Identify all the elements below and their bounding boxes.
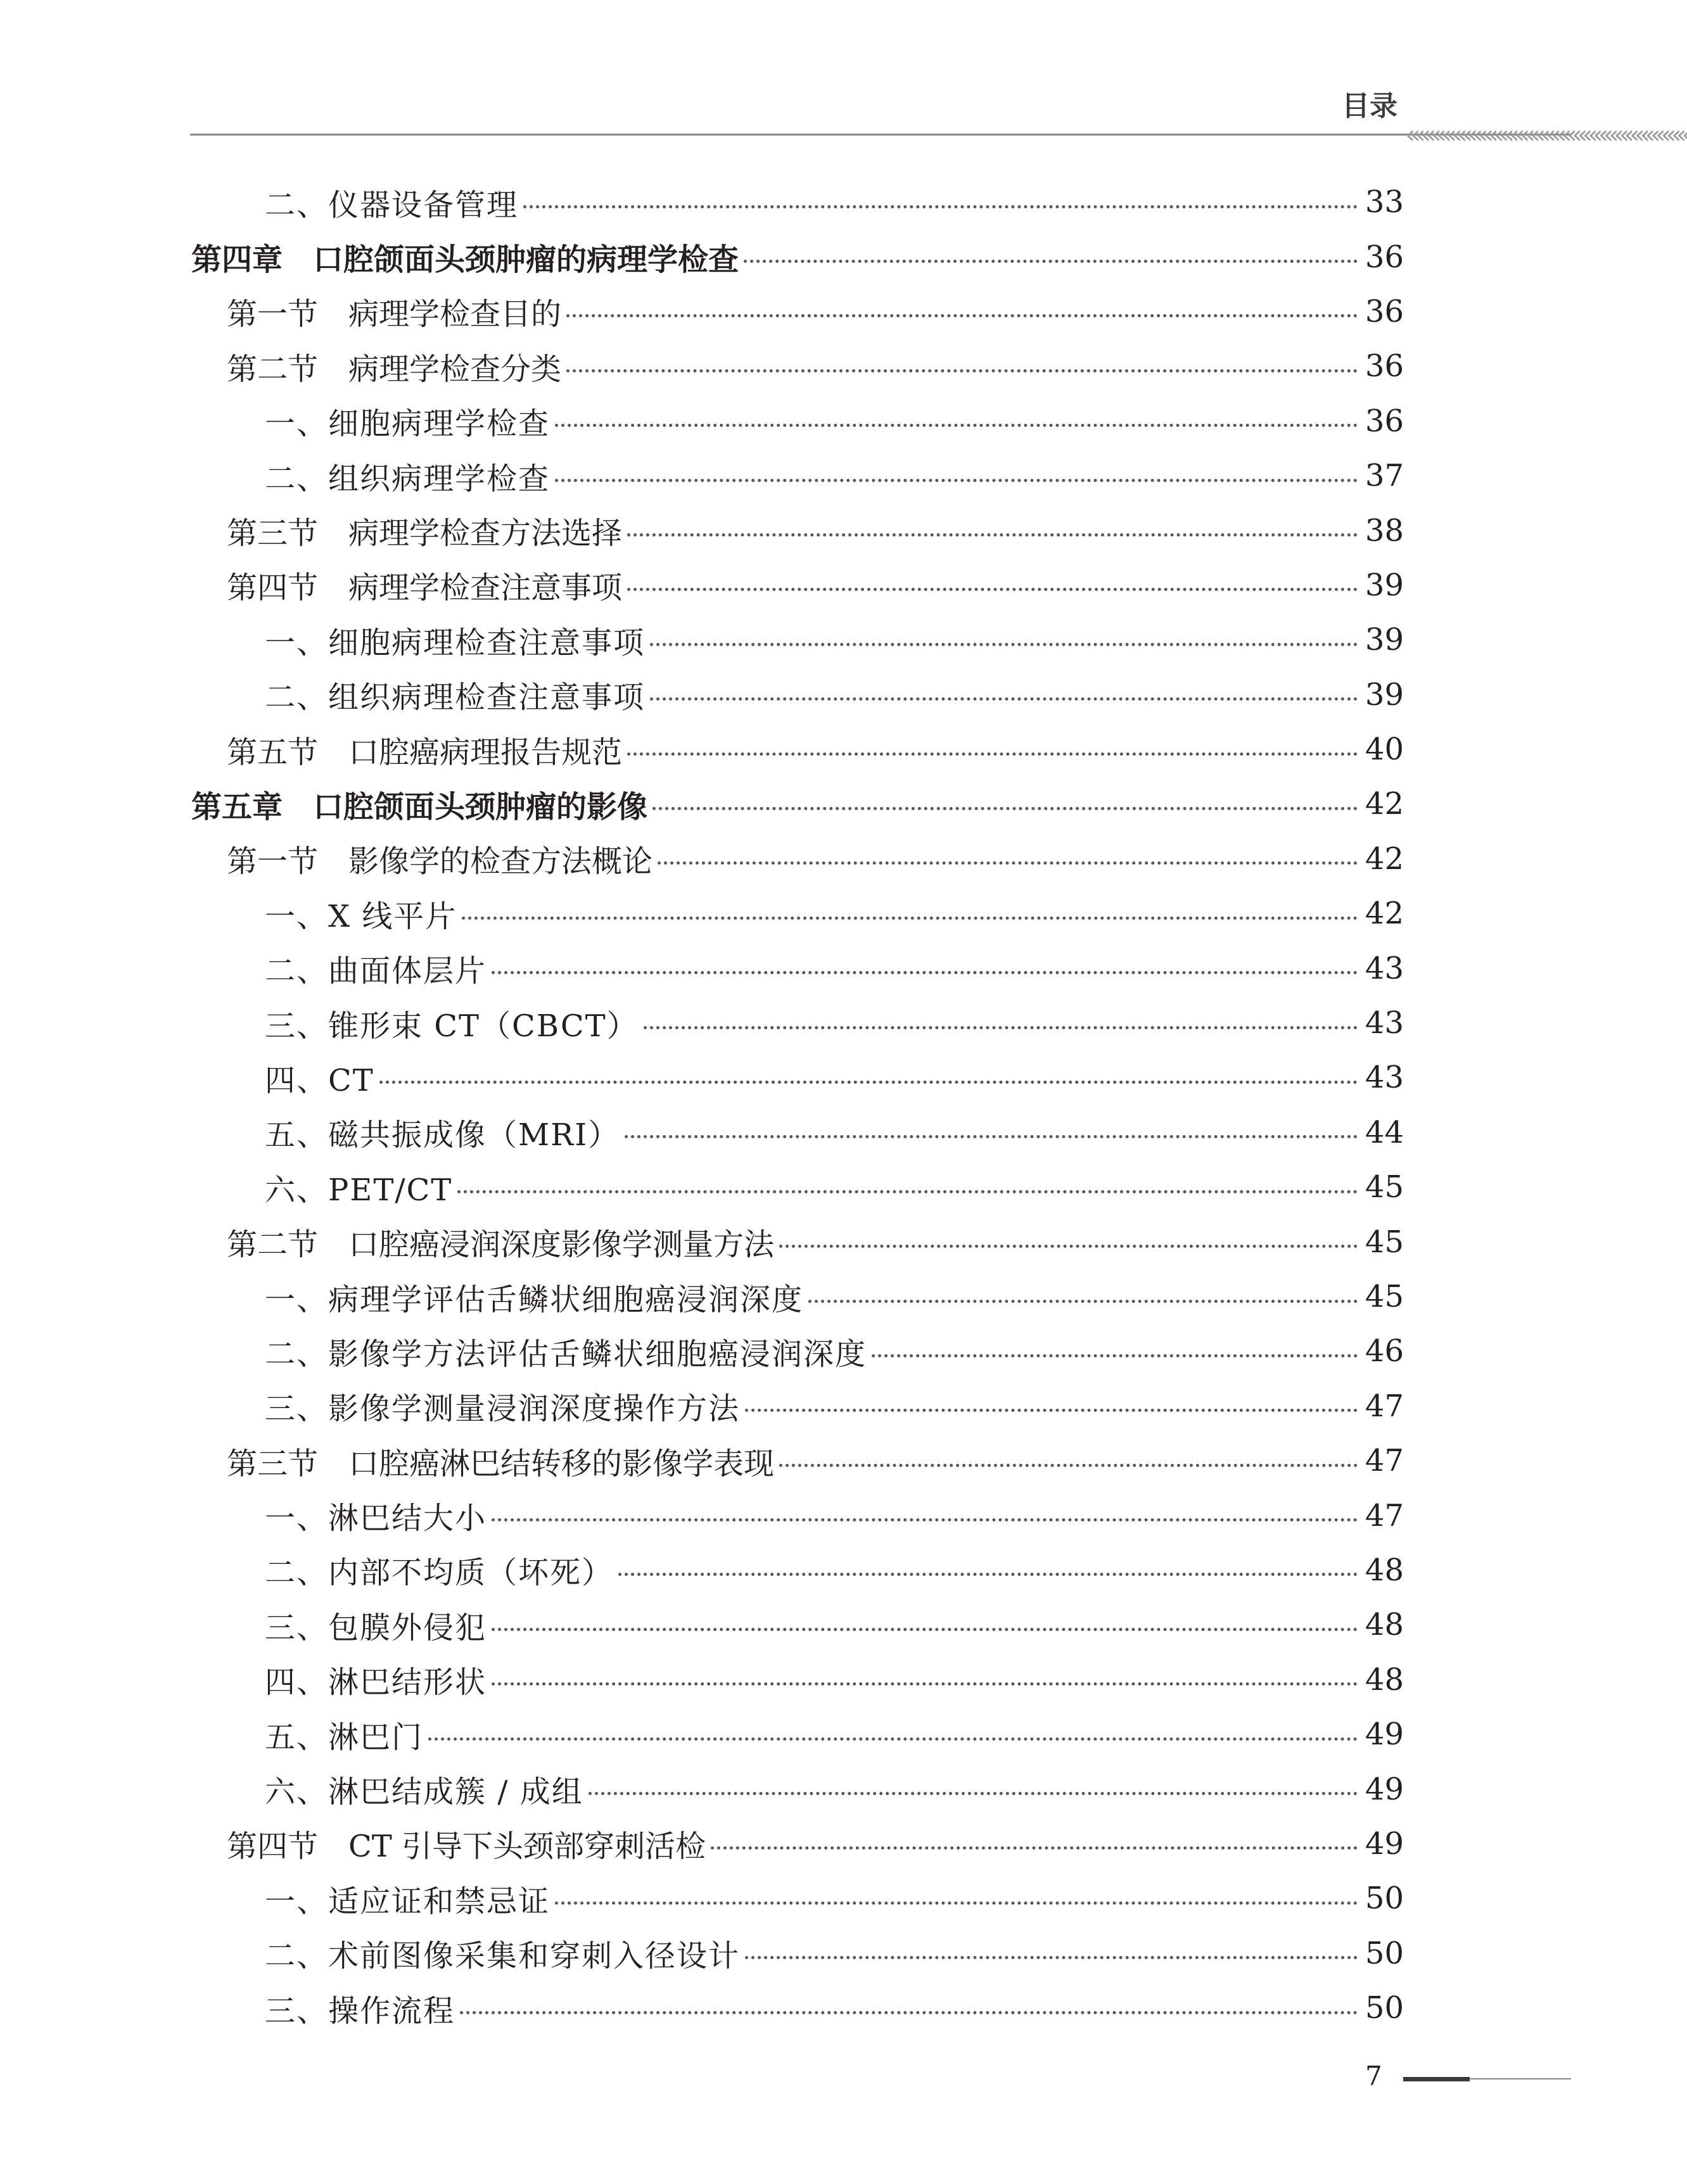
toc-entry-page: 47 xyxy=(1365,1388,1404,1424)
header-chevron-ornament: ««««««««««««««««««««««««««« xyxy=(1405,120,1687,149)
toc-entry-page: 39 xyxy=(1365,622,1404,658)
dot-leader xyxy=(744,260,1358,263)
dot-leader xyxy=(462,917,1357,920)
toc-entry-item[interactable] xyxy=(0,1762,1571,1816)
toc-entry-label: 一、适应证和禁忌证 xyxy=(265,1883,551,1919)
toc-entry-page: 45 xyxy=(1365,1224,1404,1260)
toc-entry-section[interactable] xyxy=(0,284,1571,339)
page-header-title: 目录 xyxy=(1342,90,1397,122)
toc-entry-item[interactable] xyxy=(0,1926,1571,1981)
toc-entry-label: 五、磁共振成像（MRI） xyxy=(265,1117,620,1153)
toc-entry-page: 33 xyxy=(1365,184,1404,220)
dot-leader xyxy=(492,1518,1358,1521)
dot-leader xyxy=(566,369,1358,372)
toc-entry-label: 第三节 病理学检查方法选择 xyxy=(227,516,623,552)
toc-entry-item[interactable] xyxy=(0,886,1571,941)
dot-leader xyxy=(808,1300,1358,1303)
dot-leader xyxy=(460,2011,1358,2014)
toc-entry-label: 第四节 病理学检查注意事项 xyxy=(227,570,623,606)
toc-entry-label: 一、细胞病理检查注意事项 xyxy=(265,625,646,661)
toc-entry-page: 50 xyxy=(1365,1881,1404,1917)
toc-entry-page: 45 xyxy=(1365,1169,1404,1205)
toc-entry-page: 36 xyxy=(1365,403,1404,439)
toc-entry-label: 第三节 口腔癌淋巴结转移的影像学表现 xyxy=(227,1445,775,1482)
toc-entry-label: 一、细胞病理学检查 xyxy=(265,406,551,442)
toc-entry-label: 一、病理学评估舌鳞状细胞癌浸润深度 xyxy=(265,1281,804,1317)
toc-entry-item[interactable] xyxy=(0,613,1571,667)
toc-entry-page: 42 xyxy=(1365,841,1404,877)
dot-leader xyxy=(566,314,1358,317)
toc-entry-section[interactable] xyxy=(0,1433,1571,1488)
toc-entry-label: 二、曲面体层片 xyxy=(265,953,487,989)
toc-entry-section[interactable] xyxy=(0,558,1571,613)
dot-leader xyxy=(589,1792,1358,1795)
toc-entry-item[interactable] xyxy=(0,1871,1571,1926)
toc-entry-item[interactable] xyxy=(0,1707,1571,1762)
toc-entry-item[interactable] xyxy=(0,394,1571,448)
dot-leader xyxy=(428,1737,1358,1741)
dot-leader xyxy=(555,1901,1358,1905)
toc-entry-page: 48 xyxy=(1365,1552,1404,1588)
toc-entry-page: 42 xyxy=(1365,786,1404,822)
toc-entry-label: 一、X 线平片 xyxy=(265,898,457,934)
toc-entry-label: 二、影像学方法评估舌鳞状细胞癌浸润深度 xyxy=(265,1336,867,1372)
toc-entry-section[interactable] xyxy=(0,832,1571,886)
dot-leader xyxy=(627,533,1358,536)
toc-entry-label: 第四章 口腔颌面头颈肿瘤的病理学检查 xyxy=(191,242,739,278)
toc-entry-item[interactable] xyxy=(0,1379,1571,1433)
dot-leader xyxy=(379,1081,1358,1084)
toc-entry-label: 二、组织病理学检查 xyxy=(265,460,551,497)
toc-entry-label: 二、内部不均质（坏死） xyxy=(265,1555,614,1591)
toc-entry-page: 36 xyxy=(1365,293,1404,329)
dot-leader xyxy=(644,1026,1358,1029)
toc-entry-item[interactable] xyxy=(0,1653,1571,1707)
toc-entry-item[interactable] xyxy=(0,1269,1571,1324)
dot-leader xyxy=(618,1573,1358,1576)
toc-entry-label: 第五章 口腔颌面头颈肿瘤的影像 xyxy=(191,789,648,825)
toc-entry-page: 50 xyxy=(1365,1935,1404,1971)
toc-entry-section[interactable] xyxy=(0,722,1571,777)
toc-entry-page: 39 xyxy=(1365,676,1404,713)
toc-entry-page: 43 xyxy=(1365,1060,1404,1096)
dot-leader xyxy=(555,479,1358,482)
toc-entry-item[interactable] xyxy=(0,1597,1571,1652)
dot-leader xyxy=(745,1956,1358,1959)
dot-leader xyxy=(653,807,1358,810)
toc-entry-label: 三、包膜外侵犯 xyxy=(265,1609,487,1646)
toc-entry-label: 第二节 口腔癌浸润深度影像学测量方法 xyxy=(227,1227,775,1263)
toc-entry-page: 38 xyxy=(1365,512,1404,549)
toc-entry-label: 第一节 病理学检查目的 xyxy=(227,296,562,333)
toc-entry-label: 四、CT xyxy=(265,1062,374,1098)
toc-entry-item[interactable] xyxy=(0,1050,1571,1105)
toc-entry-page: 36 xyxy=(1365,239,1404,275)
toc-entry-page: 50 xyxy=(1365,1990,1404,2026)
toc-entry-label: 四、淋巴结形状 xyxy=(265,1665,487,1701)
table-of-contents xyxy=(0,175,1571,2035)
toc-entry-section[interactable] xyxy=(0,503,1571,557)
toc-entry-page: 44 xyxy=(1365,1114,1404,1150)
dot-leader xyxy=(492,1682,1358,1686)
toc-entry-label: 六、PET/CT xyxy=(265,1172,453,1208)
toc-entry-chapter[interactable] xyxy=(0,229,1571,284)
toc-entry-section[interactable] xyxy=(0,339,1571,393)
toc-entry-page: 39 xyxy=(1365,567,1404,603)
toc-entry-page: 47 xyxy=(1365,1443,1404,1479)
dot-leader xyxy=(492,1628,1358,1631)
dot-leader xyxy=(457,1190,1358,1193)
toc-entry-label: 六、淋巴结成簇 / 成组 xyxy=(265,1774,583,1810)
toc-entry-section[interactable] xyxy=(0,1214,1571,1269)
dot-leader xyxy=(627,588,1358,591)
toc-entry-item[interactable] xyxy=(0,1105,1571,1160)
toc-entry-label: 二、术前图像采集和穿刺入径设计 xyxy=(265,1938,741,1974)
toc-entry-label: 第四节 CT 引导下头颈部穿刺活检 xyxy=(227,1829,706,1865)
dot-leader xyxy=(627,752,1358,756)
toc-entry-page: 46 xyxy=(1365,1333,1404,1369)
toc-entry-label: 三、操作流程 xyxy=(265,1993,455,2029)
toc-entry-item[interactable] xyxy=(0,1160,1571,1214)
toc-entry-page: 48 xyxy=(1365,1661,1404,1698)
header-divider xyxy=(190,134,1571,136)
toc-entry-page: 45 xyxy=(1365,1279,1404,1314)
toc-entry-item[interactable] xyxy=(0,668,1571,722)
toc-entry-page: 49 xyxy=(1365,1717,1404,1753)
toc-entry-item[interactable] xyxy=(0,1488,1571,1542)
toc-entry-item[interactable] xyxy=(0,941,1571,995)
toc-entry-label: 一、淋巴结大小 xyxy=(265,1501,487,1537)
toc-entry-label: 第一节 影像学的检查方法概论 xyxy=(227,844,653,880)
dot-leader xyxy=(745,1409,1358,1412)
toc-entry-item[interactable] xyxy=(0,1324,1571,1378)
toc-entry-page: 42 xyxy=(1365,896,1404,932)
toc-entry-page: 43 xyxy=(1365,950,1404,986)
toc-entry-label: 二、仪器设备管理 xyxy=(265,187,519,223)
toc-entry-page: 40 xyxy=(1365,732,1404,768)
footer-rule-accent xyxy=(1403,2077,1470,2081)
toc-entry-section[interactable] xyxy=(0,1817,1571,1871)
dot-leader xyxy=(650,697,1358,701)
toc-entry-item[interactable] xyxy=(0,448,1571,503)
toc-entry-label: 三、影像学测量浸润深度操作方法 xyxy=(265,1391,741,1427)
dot-leader xyxy=(872,1354,1358,1357)
toc-entry-page: 36 xyxy=(1365,348,1404,384)
toc-entry-label: 三、锥形束 CT（CBCT） xyxy=(265,1008,639,1044)
toc-entry-page: 48 xyxy=(1365,1607,1404,1643)
dot-leader xyxy=(711,1846,1358,1850)
dot-leader xyxy=(555,424,1358,427)
dot-leader xyxy=(523,205,1358,208)
dot-leader xyxy=(650,643,1358,646)
toc-entry-label: 第五节 口腔癌病理报告规范 xyxy=(227,734,623,770)
toc-entry-item[interactable] xyxy=(0,996,1571,1050)
dot-leader xyxy=(625,1135,1358,1138)
toc-entry-page: 37 xyxy=(1365,458,1404,494)
toc-entry-page: 49 xyxy=(1365,1825,1404,1862)
toc-entry-chapter[interactable] xyxy=(0,777,1571,831)
dot-leader xyxy=(658,861,1358,865)
dot-leader xyxy=(492,971,1358,974)
page-number: 7 xyxy=(1365,2060,1382,2092)
toc-entry-page: 49 xyxy=(1365,1771,1404,1807)
toc-entry-label: 五、淋巴门 xyxy=(265,1719,424,1755)
dot-leader xyxy=(779,1245,1358,1248)
toc-entry-item[interactable] xyxy=(0,175,1571,229)
footer-rule xyxy=(1470,2078,1571,2079)
toc-entry-label: 第二节 病理学检查分类 xyxy=(227,351,562,387)
toc-entry-label: 二、组织病理检查注意事项 xyxy=(265,680,646,716)
toc-entry-page: 47 xyxy=(1365,1497,1404,1533)
toc-entry-item[interactable] xyxy=(0,1981,1571,2035)
toc-entry-page: 43 xyxy=(1365,1005,1404,1041)
dot-leader xyxy=(779,1464,1358,1467)
toc-entry-item[interactable] xyxy=(0,1543,1571,1597)
